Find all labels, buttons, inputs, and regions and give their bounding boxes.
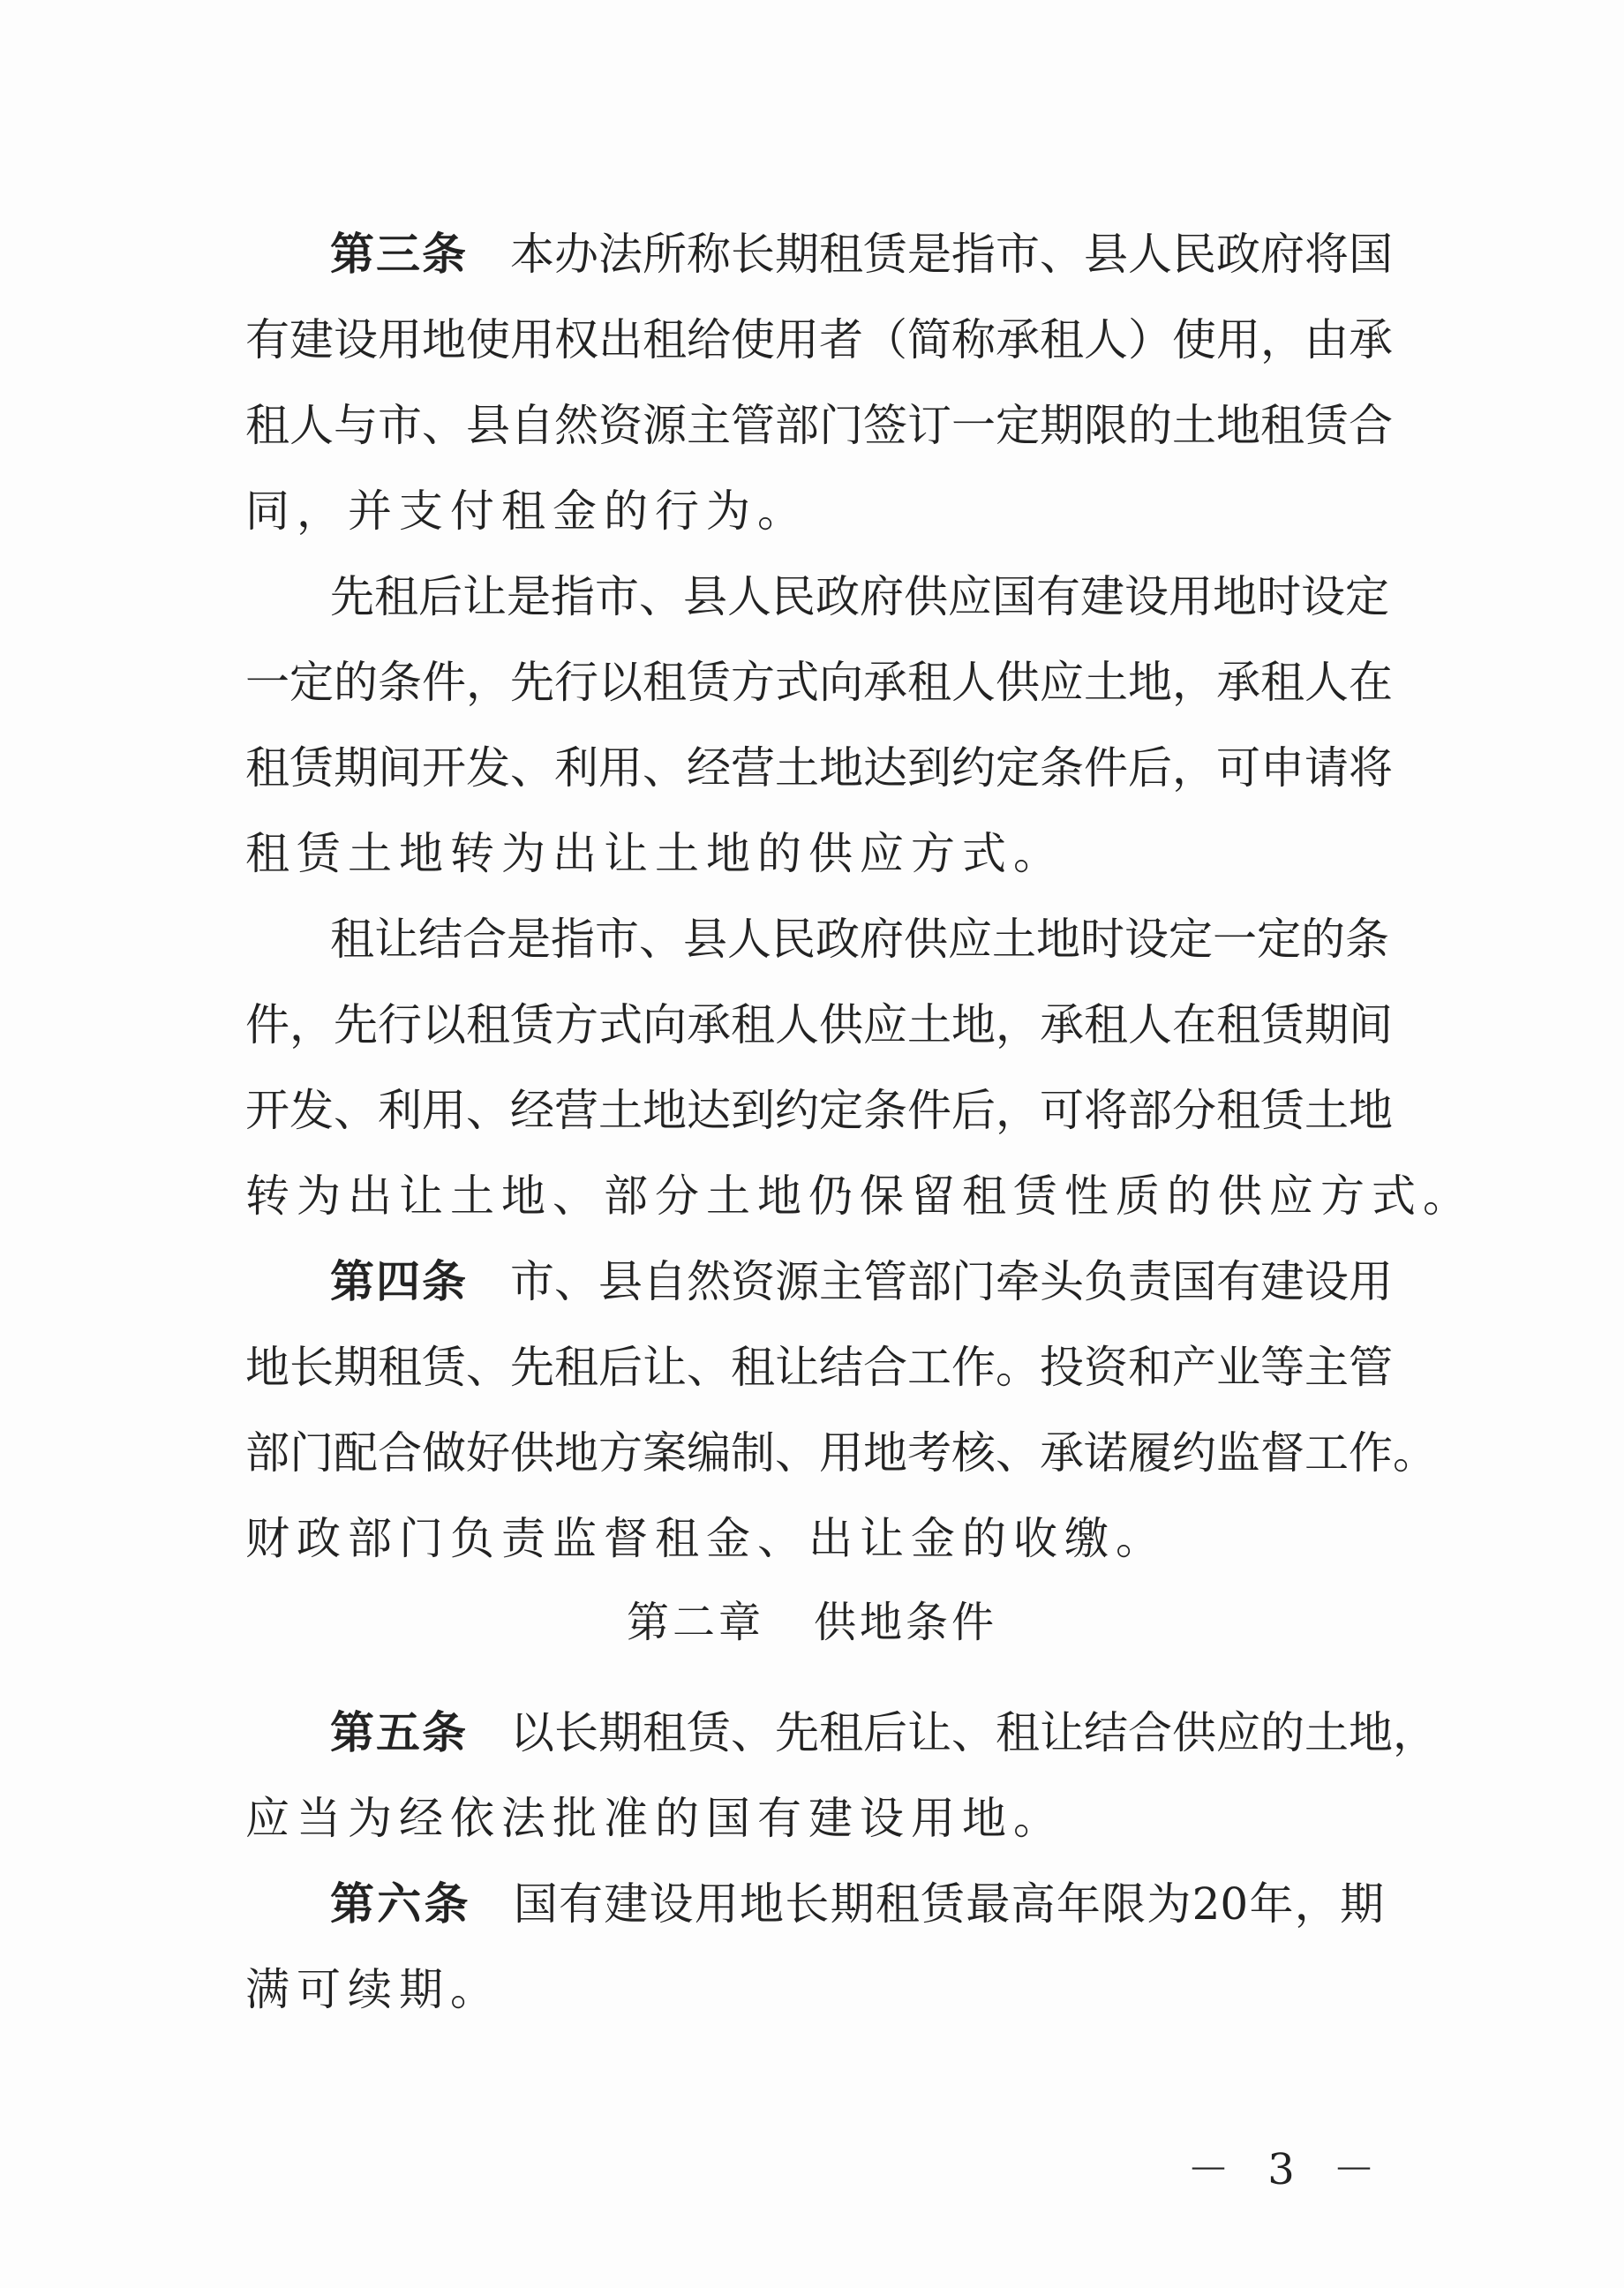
rent-then-transfer-line-2: 一定的条件，先行以租赁方式向承租人供应土地，承租人在 [245, 657, 1393, 708]
article4-line-1 [245, 1244, 1393, 1320]
rent-transfer-combined-line-3: 开发、利用、经营土地达到约定条件后，可将部分租赁土地 [245, 1085, 1393, 1136]
rent-then-transfer-line-3: 租赁期间开发、利用、经营土地达到约定条件后，可申请将 [245, 742, 1393, 794]
article6-text-1: 国有建设用地长期租赁最高年限为20年，期 [513, 1878, 1385, 1930]
article3-line-2: 有建设用地使用权出租给使用者（简称承租人）使用，由承 [245, 314, 1393, 365]
article3-number: 第三条 [330, 229, 468, 280]
article3-line-4: 同，并支付租金的行为。 [245, 485, 808, 537]
article5-text-1: 以长期租赁、先租后让、租让结合供应的土地， [510, 1707, 1437, 1758]
article5-line-1 [245, 1695, 1437, 1771]
rent-then-transfer-line-1: 先租后让是指市、县人民政府供应国有建设用地时设定 [330, 571, 1389, 622]
article4-line-4: 财政部门负责监督租金、出让金的收缴。 [245, 1513, 1167, 1564]
article5-line-2: 应当为经依法批准的国有建设用地。 [245, 1793, 1064, 1844]
article4-text-1: 市、县自然资源主管部门牵头负责国有建设用 [510, 1256, 1393, 1307]
rent-transfer-combined-line-1: 租让结合是指市、县人民政府供应土地时设定一定的条 [330, 914, 1389, 965]
article6-number: 第六条 [330, 1878, 471, 1930]
article3-line-1 [245, 216, 1393, 292]
article4-number: 第四条 [330, 1256, 468, 1307]
article3-line-3: 租人与市、县自然资源主管部门签订一定期限的土地租赁合 [245, 400, 1393, 451]
article3-text-1: 本办法所称长期租赁是指市、县人民政府将国 [510, 229, 1393, 280]
article4-line-2: 地长期租赁、先租后让、租让结合工作。投资和产业等主管 [245, 1342, 1393, 1393]
page-number: － 3 － [1186, 2145, 1387, 2194]
article5-number: 第五条 [330, 1707, 468, 1758]
article6-line-2: 满可续期。 [245, 1964, 501, 2015]
article6-line-1 [245, 1866, 1384, 1942]
rent-transfer-combined-line-2: 件，先行以租赁方式向承租人供应土地，承租人在租赁期间 [245, 999, 1393, 1050]
chapter-number: 第二章 [626, 1598, 764, 1647]
rent-then-transfer-line-4: 租赁土地转为出让土地的供应方式。 [245, 828, 1064, 879]
chapter-heading [0, 1584, 1624, 1660]
article4-line-3: 部门配合做好供地方案编制、用地考核、承诺履约监督工作。 [245, 1427, 1437, 1479]
rent-transfer-combined-line-4: 转为出让土地、部分土地仍保留租赁性质的供应方式。 [245, 1170, 1474, 1222]
chapter-title: 供地条件 [814, 1598, 998, 1647]
